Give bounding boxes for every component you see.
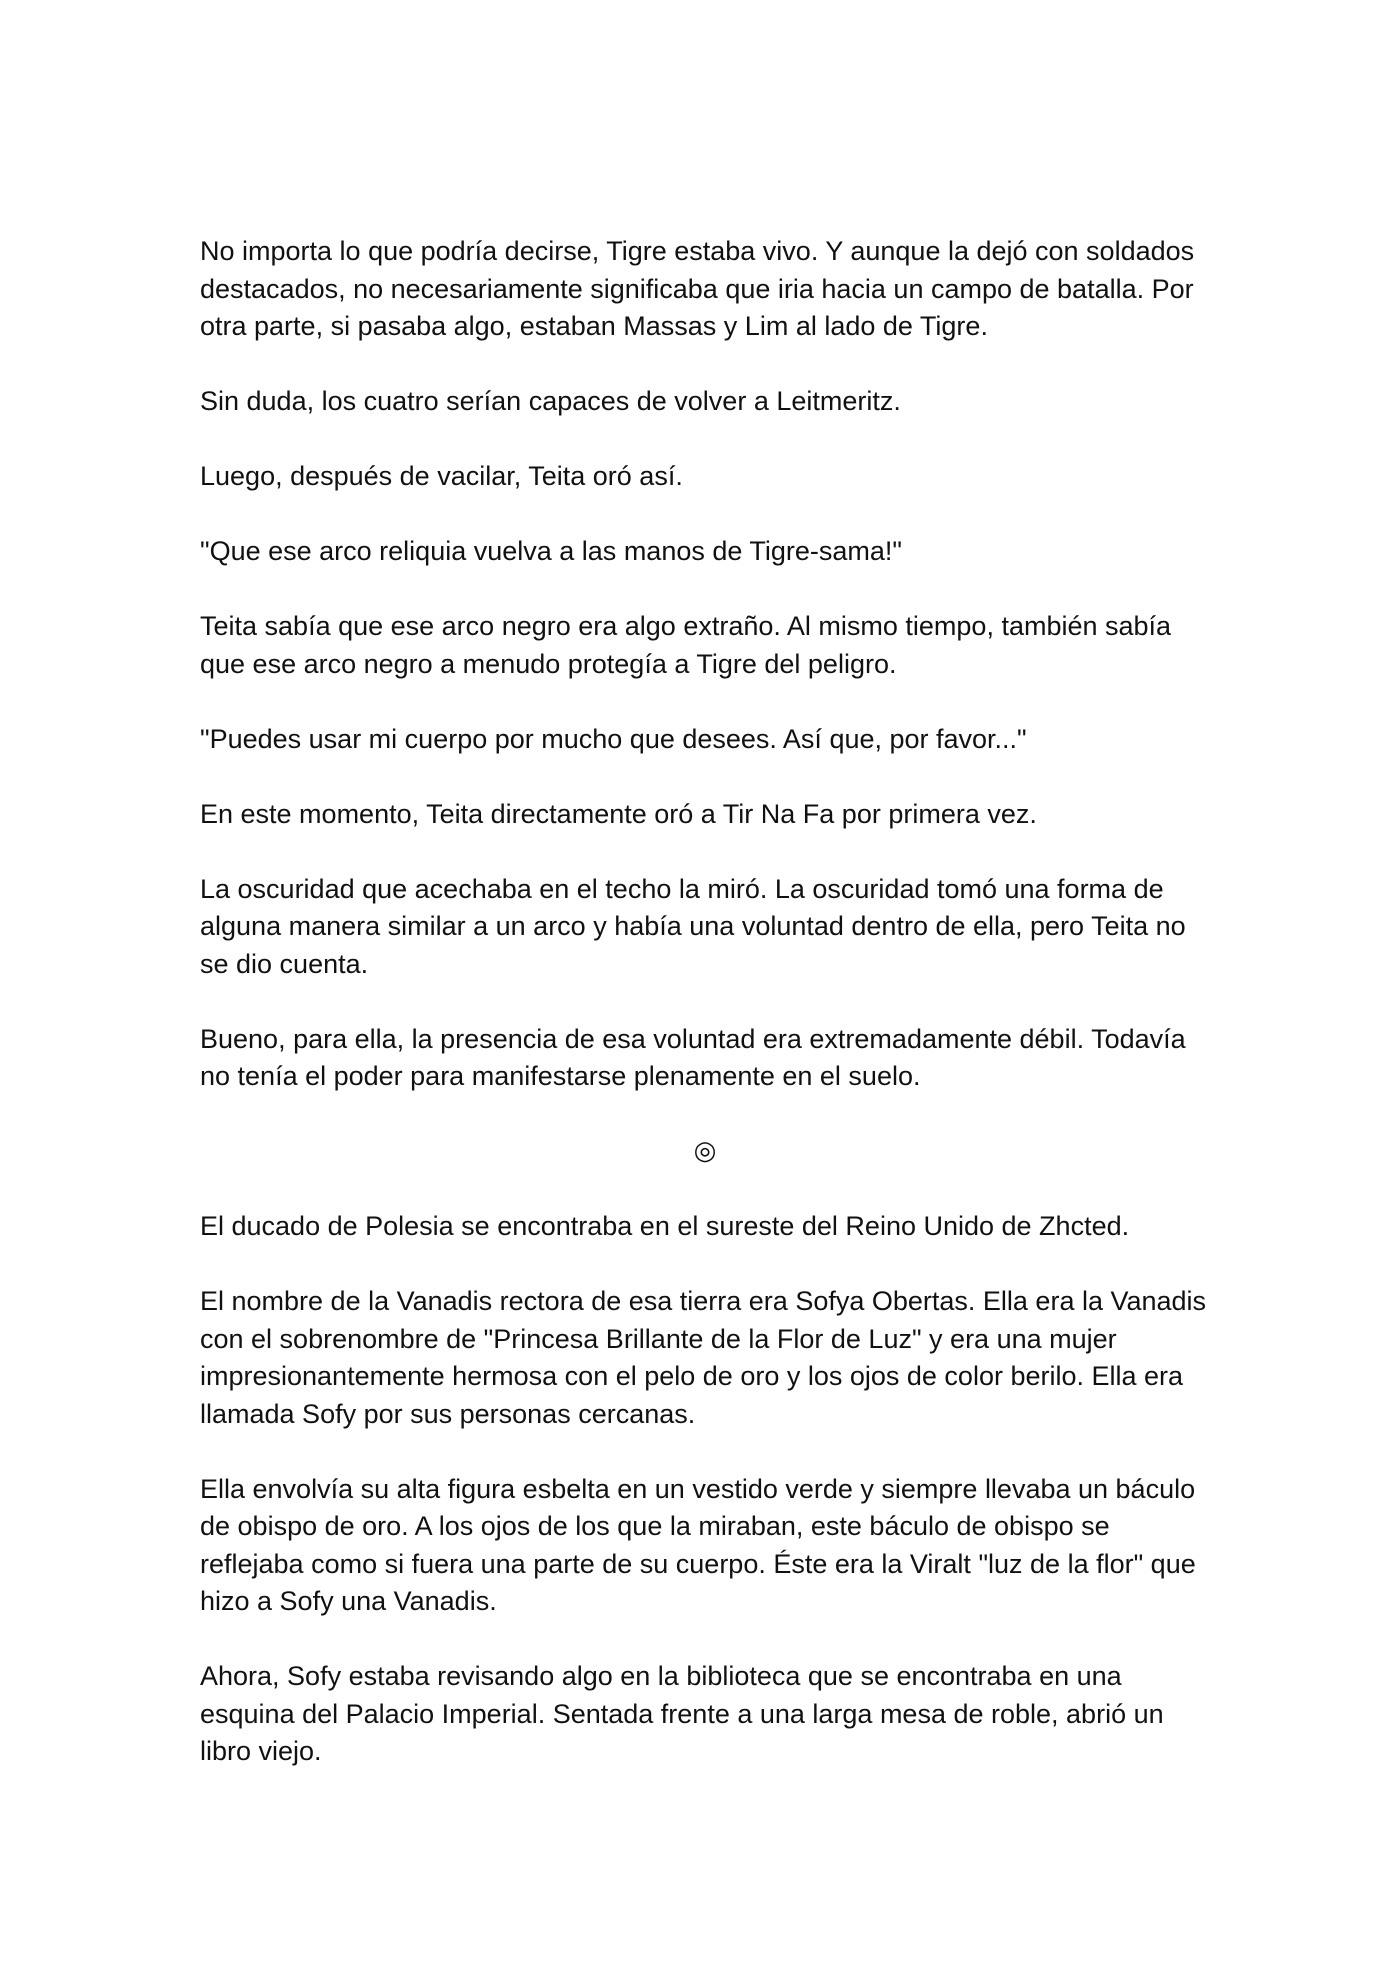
paragraph: Ella envolvía su alta figura esbelta en un vestido verde y siempre llevaba un báculo de obispo de oro. A los ojos de los que la miraban, este báculo de obispo se reflejaba como si fuera una parte de su cuerpo. Éste era la Viralt "luz de la flor" que hizo a Sofy una Vanadis.	[200, 1473, 1196, 1616]
paragraph: Bueno, para ella, la presencia de esa voluntad era extremadamente débil. Todavía no tenía el poder para manifestarse plenamente en el suelo.	[200, 1023, 1186, 1091]
paragraph: "Que ese arco reliquia vuelva a las manos de Tigre-sama!"	[200, 536, 903, 566]
scene-separator: ◎	[693, 1136, 717, 1166]
paragraph: No importa lo que podría decirse, Tigre estaba vivo. Y aunque la dejó con soldados destacados, no necesariamente significaba que iria hacia un campo de batalla. Por otra parte, si pasaba algo, estaban Massas y Lim al lado de Tigre.	[200, 236, 1195, 341]
body-text	[200, 233, 1210, 1808]
paragraph: Luego, después de vacilar, Teita oró así.	[200, 461, 683, 491]
paragraph: El nombre de la Vanadis rectora de esa tierra era Sofya Obertas. Ella era la Vanadis con el sobrenombre de "Princesa Brillante de la Flor de Luz" y era una mujer impresionantemente hermosa con el pelo de oro y los ojos de color berilo. Ella era llamada Sofy por sus personas cercanas.	[200, 1286, 1207, 1429]
paragraph: "Puedes usar mi cuerpo por mucho que desees. Así que, por favor..."	[200, 723, 1027, 754]
paragraph: La oscuridad que acechaba en el techo la miró. La oscuridad tomó una forma de alguna manera similar a un arco y había una voluntad dentro de ella, pero Teita no se dio cuenta.	[200, 873, 1186, 979]
paragraph: El ducado de Polesia se encontraba en el sureste del Reino Unido de Zhcted.	[200, 1211, 1130, 1241]
paragraph: En este momento, Teita directamente oró a Tir Na Fa por primera vez.	[200, 798, 1037, 829]
paragraph: Teita sabía que ese arco negro era algo extraño. Al mismo tiempo, también sabía que ese arco negro a menudo protegía a Tigre del peligro.	[200, 611, 1172, 679]
paragraph: Sin duda, los cuatro serían capaces de volver a Leitmeritz.	[200, 386, 901, 416]
paragraph: Ahora, Sofy estaba revisando algo en la biblioteca que se encontraba en una esquina del Palacio Imperial. Sentada frente a una larga mesa de roble, abrió un libro viejo.	[200, 1661, 1164, 1766]
